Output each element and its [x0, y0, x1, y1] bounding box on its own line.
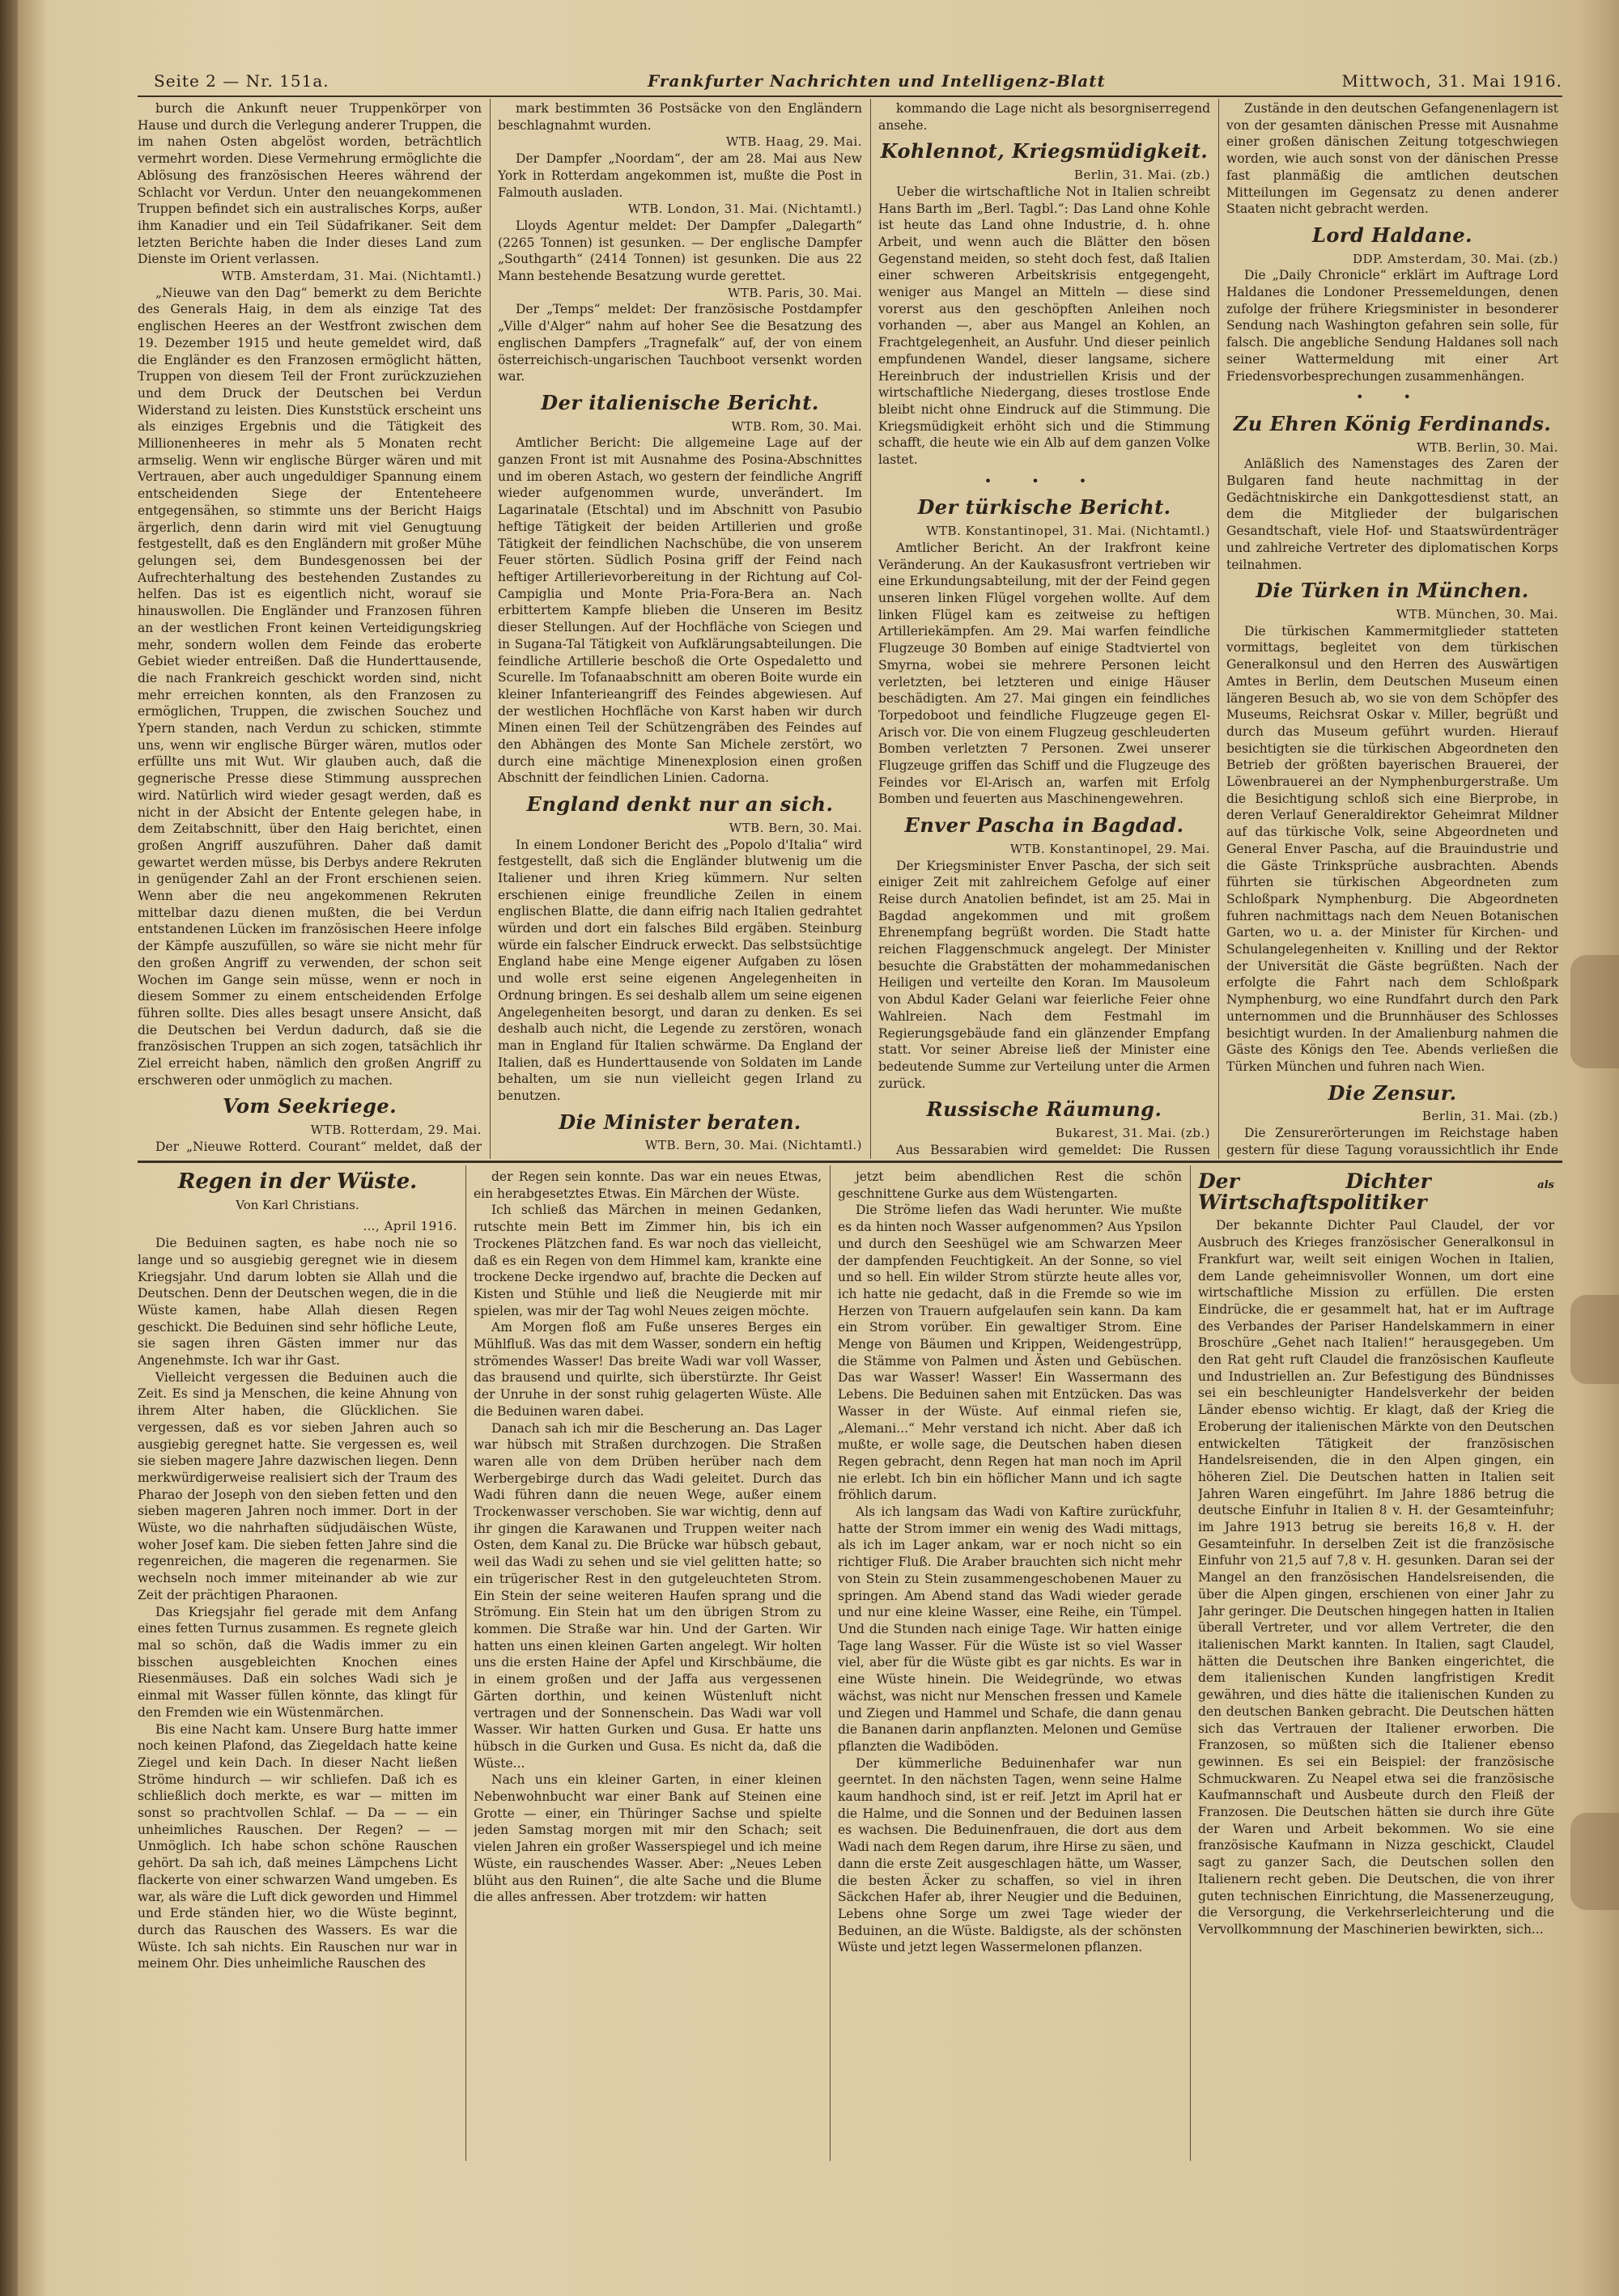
article-text: Amtlicher Bericht. An der Irakfront keine Veränderung. An der Kaukasusfront vertrieben wir eine Erkundungsabteilung, mit der der Feind gegen unseren linken Flügel vorgehen wollte. Auf dem linken Flügel kam es zeitweise zu heftigen Artilleriekämpfen. Am 29. Mai warfen feindliche Flugzeuge 30 Bomben auf einige Stadtviertel von Smyrna, wobei sie mehrere Personen leicht verletzten, bei letzteren und einige Häuser beschädigten. Am 27. Mai gingen ein feindliches Torpedoboot und feindliche Flugzeuge gegen El-Arisch vor. Die von einem Flugzeug geschleuderten Bomben verletzten 7 Personen. Zwei unserer Flugzeuge griffen das Schiff und die Flugzeuge des Feindes vor El-Arisch an, warfen mit Erfolg Bomben und feuerten aus Maschinengewehren. — [878, 540, 1210, 807]
feuilleton-rule — [138, 1161, 1562, 1163]
column-divider — [490, 99, 491, 1159]
section-separator: • • • — [984, 473, 1105, 489]
article-text: Lloyds Agentur meldet: Der Dampfer „Dalegarth“ (2265 Tonnen) ist gesunken. — Der englische Dampfer „Southgarth“ (2414 Tonnen) ist gesunken. Die aus 22 Mann bestehende Besatzung wurde gerettet. — [498, 218, 862, 284]
column-divider — [830, 1165, 831, 2161]
book-spine — [0, 0, 18, 2296]
column-divider — [1190, 1165, 1191, 2161]
dateline: WTB. Rotterdam, 29. Mai. — [310, 1123, 482, 1138]
article-text — [498, 1154, 862, 1156]
headline-tuerken: Die Türken in München. — [1256, 579, 1529, 603]
column-divider — [465, 1165, 466, 2161]
article-text: Ich schließ das Märchen in meinen Gedanken, rutschte mein Bett im Zimmer hin, bis ich ein Trockenes Plätzchen fand. Es war noch das vielleicht, daß es ein Regen von dem Himmel kam, krankte eine trockene Decke irgendwo auf, brachte die Decken auf Kisten und Stühle und ließ die Neugierde mit mir spielen, was mir der Tag wohl Neues zeigen möchte. — [474, 1203, 822, 1318]
headline-italien: Der italienische Bericht. — [541, 390, 819, 414]
feuilleton-title-small: als — [1537, 1179, 1554, 1191]
dateline: …, April 1916. — [363, 1219, 457, 1234]
article-text: Am Morgen floß am Fuße unseres Berges ein Mühlfluß. Was das mit dem Wasser, sondern ein heftig strömendes Wasser! Das breite Wadi war voll Wasser, das brausend und quirlte, sich überstürzte. Ihr Geist der Unruhe in der sonst ruhig gelagerten Wüste. Alle die Beduinen waren dabei. — [474, 1320, 822, 1419]
headline-minister: Die Minister beraten. — [559, 1110, 801, 1134]
dateline: WTB. Konstantinopel, 29. Mai. — [1009, 841, 1210, 856]
headline-ferdinand: Zu Ehren König Ferdinands. — [1233, 411, 1552, 435]
dateline: Berlin, 31. Mai. (zb.) — [1421, 1109, 1558, 1124]
feuilleton-column-1 — [138, 1169, 457, 2156]
binding-tear — [1570, 955, 1619, 1068]
article-text: Die Ströme liefen das Wadi herunter. Wie mußte es da hinten noch Wasser aufgenommen? Aus Ypsilon und durch den Seeshügel wie am Schwarzen Meer der dampfenden Feuchtigkeit. An der Sonne, so viel und so hell. Ein wilder Strom stürzte heute alles vor, ich hatte nie gedacht, daß in die Fremde so wie im Herzen von Trauern aufgelaufen sein kann. Da kam ein Strom vorüber. Ein gewaltiger Strom. Eine Menge von Bäumen und Krippen, Weidengestrüpp, die Stämme von Palmen und Ästen und Gebüschen. Das war Wasser! Wasser! Ein Wassermann des Lebens. Die Beduinen sahen mit Entzücken. Das was Wasser in der Wüste. Auf einmal riefen sie, „Alemani...“ Mehr verstand ich nicht. Aber daß ich mußte, er wolle sage, die Deutschen haben diesen Regen gebracht, denn Regen hat man noch im April nie erlebt. Ich bin ein höflicher Mann und ich sagte fröhlich darum. — [838, 1203, 1182, 1503]
article-text: Die Zensurerörterungen im Reichstage haben gestern für diese Tagung voraussichtlich ihr Ende — [1226, 1126, 1558, 1156]
masthead: Frankfurter Nachrichten und Intelligenz-Blatt — [648, 71, 1106, 91]
article-text: Anläßlich des Namenstages des Zaren der Bulgaren fand heute nachmittag in der Gedächtniskirche ein Dankgottesdienst statt, an dem die Mitglieder der bulgarischen Gesandtschaft, viele Hof- und Staatswürdenträger und zahlreiche Vertreter des diplomatischen Korps teilnahmen. — [1226, 456, 1558, 572]
article-text: Nach uns ein kleiner Garten, in einer kleinen Nebenwohnbucht war einer Bank auf Steinen eine Grotte — einer, ein Thüringer Sachse und spielte jeden Samstag morgen mit mir den Schach; seit vielen Jahren ein großer Wasserspiegel und ich meine Wüste, ein rauschendes Wasser. Aber: „Neues Leben blüht aus den Ruinen“, die alte Sache und die Blume die alles anfressen. Aber trotzdem: wir hatten — [474, 1772, 822, 1905]
article-text: Der „Temps“ meldet: Der französische Postdampfer „Ville d'Alger“ nahm auf hoher See die Besatzung des englischen Dampfers „Tragnefalk“ auf, der von einem österreichisch-ungarischen Tauchboot versenkt worden war. — [498, 302, 862, 384]
dateline: WTB. München, 30. Mai. — [1396, 606, 1558, 622]
page-number: Seite 2 — Nr. 151a. — [154, 71, 329, 91]
feuilleton-title — [1198, 1169, 1554, 1214]
article-text: Ueber die wirtschaftliche Not in Italien schreibt Hans Barth im „Berl. Tagbl.“: Das Land ohne Kohle ist heute das Land ohne Industrie, d. h. ohne Arbeit, und wenn auch die Blätter den bösen Gegenstand meiden, so steht doch fest, daß Italien einer schweren Arbeitskrisis entgegengeht, weniger aus Mangel an Mitteln — diese sind vorerst aus den geschöpften Anleihen noch vorhanden —, aber aus Mangel an Kohlen, an Frachtgelegenheit, an Ausfuhr. Und dieser peinlich empfundenen Wandel, dieser langsame, sichere Hereinbruch der industriellen Krisis und der wirtschaftliche Niedergang, dieses trostlose Ende bleibt nicht ohne Eindruck auf die Stimmung. Die Kriegsmüdigkeit erhöht sich und die Stimmung schafft, die heute wie ein Alb auf dem ganzen Volke lastet. — [878, 184, 1210, 468]
header-rule — [138, 95, 1562, 97]
article-text: „Nieuwe van den Dag“ bemerkt zu dem Berichte des Generals Haig, in dem als einzige Tat des englischen Heeres an der Westfront zwischen dem 19. Dezember 1915 und heute gemeldet wird, daß die Engländer es den Franzosen ermöglicht hätten, Truppen von diesem Teil der Front zurückzuziehen und dem Druck der Deutschen bei Verdun Widerstand zu leisten. Dies Kunststück erscheint uns als einziges Ergebnis und die Tätigkeit des Millionenheeres in mehr als 5 Monaten recht armselig. Wenn wir englische Bürger wären und mit Vertrauen, aber auch ungeduldiger Spannung einem entscheidenden Siege der Ententeheere entgegensähen, so stimmte uns der Bericht Haigs ärgerlich, denn darin wird mit viel Genugtuung festgestellt, daß es den Engländern mit großer Mühe gelungen sei, dem Bundesgenossen bei der Aufrechterhaltung des bestehenden Zustandes zu helfen. Das ist es eigentlich nicht, worauf sie hinauswollen. Die Engländer und Franzosen führen an der westlichen Front keinen Verteidigungskrieg mehr, sondern wollen dem Feinde das eroberte Gebiet wieder entreißen. Daß die Hunderttausende, die nach Frankreich geschickt worden sind, nicht mehr erreichen konnten, als den Franzosen zu ermöglichen, Truppen, die zwischen Souchez und Ypern standen, nach Verdun zu schicken, stimmte uns, wenn wir englische Bürger wären, mutlos oder erfüllte uns mit Wut. Wir glauben auch, daß die gegnerische Presse diese Stimmung aussprechen wird. Natürlich wird wieder gesagt werden, daß es nicht in der Absicht der Entente gelegen habe, in dem Zeitabschnitt, über den Haig berichtet, einen großen Angriff auszuführen. Daher daß damit gewartet werden müsse, bis Derbys andere Rekruten in genügender Zahl an der Front erschienen seien. Wenn aber die neu angekommenen Rekruten mittelbar dazu dienen mußten, die bei Verdun entstandenen Lücken im französischen Heere infolge der Kämpfe auszufüllen, so wäre sie nicht mehr für den großen Angriff zu verwenden, der schon seit Wochen im Gange sein müsse, wenn er noch in diesem Sommer zu einem entscheidenden Erfolge führen sollte. Dies alles besagt unsere Ansicht, daß die Deutschen bei Verdun dadurch, daß sie die französischen Truppen an sich zogen, tatsächlich ihr Ziel erreicht haben, nämlich den großen Angriff zu erschweren oder unmöglich zu machen. — [138, 285, 482, 1088]
headline-tuerkei: Der türkische Bericht. — [917, 495, 1171, 520]
column-1 — [138, 100, 482, 1156]
dateline: WTB. Rom, 30. Mai. — [731, 418, 862, 434]
feuilleton-title-part: Der Dichter — [1198, 1169, 1431, 1193]
article-text: Die Beduinen sagten, es habe noch nie so lange und so ausgiebig geregnet wie in diesem Kriegsjahr. Und darum lobten sie Allah und die Deutschen. Denn der Deutschen wegen, die in die Wüste kamen, habe Allah diesen Regen geschickt. Die Beduinen sind sehr höfliche Leute, sie sagen ihren Gästen immer nur das Angenehmste. Ich war ihr Gast. — [138, 1236, 457, 1369]
section-separator: • • — [1356, 389, 1429, 405]
dateline: WTB. Konstantinopel, 31. Mai. (Nichtamtl.) — [926, 524, 1210, 539]
article-text: Der Dampfer „Noordam“, der am 28. Mai aus New York in Rotterdam angekommen ist, mußte die Post in Falmouth ausladen. — [498, 151, 862, 200]
article-text: kommando die Lage nicht als besorgniserregend ansehe. — [878, 101, 1210, 133]
column-divider — [1218, 99, 1219, 1159]
headline-russ: Russische Räumung. — [926, 1097, 1162, 1122]
article-text: Aus Bessarabien wird gemeldet: Die Russen — [896, 1142, 1210, 1156]
issue-date: Mittwoch, 31. Mai 1916. — [1341, 71, 1562, 91]
article-text: Als ich langsam das Wadi von Kaftire zurückfuhr, hatte der Strom immer ein wenig des Wadi mittags, als ich im Lager ankam, war er noch nicht so ein richtiger Fluß. Die Araber brauchten sich nicht mehr von Stein zu Stein zusammengeschobenen Mauer zu springen. Am Abend stand das Wadi wieder gerade und nur eine kleine Wasser, eine Reihe, ein Tümpel. Und die Stunden nach einige Tage. Wir hatten einige Tage lang Wasser. Für die Wüste ist so viel Wasser viel, aber für die Wüste gibt es gar nichts. Es war in eine Wüste hinein. Die Weidegründe, wo etwas wächst, was nicht nur Menschen fressen und Kamele und Ziegen und Hammel und Schafe, die dann genau die Bananen darin anpflanzten. Melonen und Gemüse pflanzten die Wadiböden. — [838, 1504, 1182, 1754]
feuilleton-author: Von Karl Christians. — [236, 1197, 359, 1212]
dateline: Berlin, 31. Mai. (zb.) — [1073, 168, 1210, 183]
feuilleton-column-3 — [838, 1169, 1182, 2156]
headline-haldane: Lord Haldane. — [1312, 223, 1472, 247]
article-text: Amtlicher Bericht: Die allgemeine Lage auf der ganzen Front ist mit Ausnahme des Posina-Abschnittes und im oberen Astach, wo gestern der feindliche Angriff wieder aufgenommen wurde, unverändert. Im Lagarinatale (Etschtal) und im Abschnitt von Pasubio heftige Tätigkeit der beiden Artillerien und große Tätigkeit der feindlichen Nachschübe, die von unserem Feuer störten. Südlich Posina griff der Feind nach heftiger Artillerievorbereitung in der Richtung auf Col-Campiglia und Monte Pria-Fora-Bera an. Nach erbittertem Kampfe blieben die Unseren im Besitz dieser Stellungen. Auf der Hochfläche von Sciegen und in Sugana-Tal Tätigkeit von Aufklärungsabteilungen. Die feindliche Artillerie beschoß die Orte Ospedaletto und Scurelle. Im Tofanaabschnitt am oberen Boite wurde ein kleiner Infanterieangriff des Feindes abgewiesen. Auf der westlichen Hochfläche von Karst haben wir durch Minen einen Teil der Schützengräben des Feindes auf den Abhängen des Monte San Michele zerstört, wo durch eine mächtige Minenexplosion einen großen Abschnitt der feindlichen Linien. Cadorna. — [498, 435, 862, 786]
page-header — [154, 71, 1562, 95]
dateline: WTB. London, 31. Mai. (Nichtamtl.) — [627, 202, 862, 217]
dateline: WTB. Bern, 30. Mai. — [729, 820, 862, 835]
article-text: Danach sah ich mir die Bescherung an. Das Lager war hübsch mit Straßen durchzogen. Die Straßen waren alle von dem Drüben herüber nach dem Werbergebirge durch das Wadi geleitet. Durch das Wadi führen dann die neuen Wege, außer einem Trockenwasser verschoben. Sie war wichtig, denn auf ihr gingen die Karawanen und Truppen weiter nach Osten, dem Kanal zu. Die Brücke war hübsch gebaut, weil das Wadi zu sehen und sie viel gelitten hatte; so ein trügerischer Rest in den gutgeleuchteten Strom. Ein Stein der seine weiteren Haufen sprang und die Strömung. Ein Stein hat um den übrigen Strom zu kommen. Die Straße war hin. Und der Garten. Wir hatten uns einen kleinen Garten angelegt. Wir holten uns die ersten Haine der Apfel und Kirschbäume, die in einem großen und der Jaffa aus vergessenen Gärten dorthin, und keinen Wüstenluft nicht vertragen und der Sonnenschein. Das Wadi war voll Wasser. Wir hatten Gurken und Gusa. Er hatte uns hübsch in die Gurken und Gusa. Es nicht da, daß die Wüste... — [474, 1420, 822, 1771]
article-text: Die „Daily Chronicle“ erklärt im Auftrage Lord Haldanes die Londoner Pressemeldungen, denen zufolge der frühere Kriegsminister in besonderer Sendung nach Washington gefahren sein solle, für falsch. Die angebliche Sendung Haldanes soll nach seiner Wattermeldung mit einer Art Friedensvorbesprechungen zusammenhängen. — [1226, 268, 1558, 384]
article-text: burch die Ankunft neuer Truppenkörper von Hause und durch die Verlegung anderer Truppen, die im nahen Osten abgelöst worden, beträchtlich vermehrt worden. Diese Vermehrung ermöglichte die Ablösung des französischen Heeres während der Schlacht vor Verdun. Unter den neuangekommenen Truppen befindet sich ein australisches Korps, außer ihm Kanadier und ein Teil Südafrikaner. Seit dem letzten Berichte haben die Inder dieses Land zum Dienste im Orient verlassen. — [138, 101, 482, 267]
dateline: WTB. Haag, 29. Mai. — [725, 134, 862, 150]
article-text: Das Kriegsjahr fiel gerade mit dem Anfang eines fetten Turnus zusammen. Es regnete gleich mal so schön, daß die Wadis immer zu ein bisschen ausgebleichten Knochen eines Riesenmäuses. Daß ein solches Wadi sich je einmal mit Wasser füllen könnte, das klingt für den Fremden wie ein Wüstenmärchen. — [138, 1604, 457, 1720]
article-text: In einem Londoner Bericht des „Popolo d'Italia“ wird festgestellt, daß sich die Engländer blutwenig um die Italiener und ihren Krieg kümmern. Nur selten erschienen einige freundliche Zeilen in einem englischen Blatte, die dann eifrig nach Italien gedrahtet würden und dort ein falsches Bild ergäben. Steinburg würde ein falscher Eindruck erweckt. Das selbstsüchtige England habe eine Menge eigener Aufgaben zu lösen und wolle erst seine eigenen Angelegenheiten in Ordnung bringen. Es sei deshalb allem um seine eigenen Angelegenheiten besorgt, und daran zu denken. Es sei deshalb auch nicht, die Legende zu zerstören, wonach man in England für Italien schwärme. Da England der Italien, daß es Hunderttausende von Soldaten im Lande behalten, um sie nun vielleicht gegen Irland zu benutzen. — [498, 837, 862, 1104]
feuilleton-title: Regen in der Wüste. — [177, 1169, 418, 1194]
dateline: WTB. Berlin, 30. Mai. — [1417, 439, 1558, 455]
binding-tear — [1570, 1295, 1619, 1384]
article-text: Die türkischen Kammermitglieder statteten vormittags, begleitet von dem türkischen Generalkonsul und den Herren des Auswärtigen Amtes in Berlin, dem Deutschen Museum einen längeren Besuch ab, wo sie von dem Schöpfer des Museums, Reichsrat Oskar v. Miller, begrüßt und durch das Museum geführt wurden. Hierauf besichtigten sie die türkischen Abgeordneten den Betrieb der größten bayerischen Brauerei, der Löwenbrauerei an der Nymphenburgerstraße. Um die Besichtigung schloß sich eine Bierprobe, in deren Verlauf Generaldirektor Geheimrat Mildner auf das türkische Volk, seine Abgeordneten und General Enver Pascha, auf die Brauindustrie und die Gäste Trinksprüche ausbrachten. Abends führten sie türkischen Abgeordneten zum Schloßpark Nymphenburg. Die Abgeordneten fuhren nachmittags nach dem Neuen Botanischen Garten, wo u. a. der Minister für Kirchen- und Schulangelegenheiten v. Knilling und der Rektor der Universität die Gäste begrüßten. Nach der erfolgte die Fahrt nach dem Schloßpark Nymphenburg, wo eine Rundfahrt durch den Park unternommen und die Brunnhäuser des Schlosses besichtigt wurden. In der Amalienburg nahmen die Gäste des Königs den Tee. Abends verließen die Türken München und fuhren nach Wien. — [1226, 623, 1558, 1074]
article-text: jetzt beim abendlichen Rest die schön geschnittene Gurke aus dem Wüstengarten. — [838, 1169, 1182, 1201]
headline-enver: Enver Pascha in Bagdad. — [904, 813, 1184, 838]
dateline: WTB. Bern, 30. Mai. (Nichtamtl.) — [645, 1138, 862, 1153]
article-text: Der kümmerliche Beduinenhafer war nun geerntet. In den nächsten Tagen, wenn seine Halme kaum handhoch sind, ist er reif. Jetzt im April hat er die Halme, und die Sonnen und der Beduinen lassen es wachsen. Die Beduinenfrauen, die dort aus dem Wadi nach dem Regen darum, ihre Hirse zu säen, und dann die erste Zeit ausgeschlagen hätte, um Wasser, die besten Äcker zu schaffen, so viel in ihren Säckchen Hafer ab, ihrer Neugier und die Beduinen, Lebens ohne Sorge um zwei Tage wieder der Beduinen, an die Wüste. Baldigste, als der schönsten Wüste und jetzt legen Wassermelonen pflanzen. — [838, 1755, 1182, 1955]
headline-england: England denkt nur an sich. — [526, 792, 834, 817]
article-text: Der bekannte Dichter Paul Claudel, der vor Ausbruch des Krieges französischer Generalkonsul in Frankfurt war, weilt seit einigen Wochen in Italien, dem Lande geheimnisvoller Wonnen, um dort eine wirtschaftliche Mission zu erfüllen. Die ersten Eindrücke, die er gesammelt hat, hat er im Auftrage des Verbandes der Pariser Handelskammern in einer Broschüre „Gehet nach Italien!“ herausgegeben. Um den Rat geht ruft Claudel die französischen Kaufleute und Industriellen an. Zur Befestigung des Bündnisses sei ein beschleunigter Handelsverkehr der beiden Länder ebenso wichtig. Er klagt, daß der Krieg die Eroberung der italienischen Märkte von den Deutschen entwickelten Tätigkeit der französischen Handelsreisenden, die in den Alpen gingen, ein höheren Ziel. Die Deutschen hatten in Italien seit Jahren Waren eingeführt. Im Jahre 1886 betrug die deutsche Einfuhr in Italien 8 v. H. der Gesamteinfuhr; im Jahre 1913 betrug sie bereits 16,8 v. H. der Gesamteinfuhr. In derselben Zeit ist die französische Einfuhr von 21,5 auf 7,8 v. H. gesunken. Daran sei der Mangel an den französischen Handelsreisenden, die über die Alpen gingen, erschienen von einer Jahr zu Jahr geringer. Die Deutschen hingegen hatten in Italien überall Vertreter, und vor allem Vertreter, die den italienischen Markt kannten. In Italien, sagt Claudel, hätten die Deutschen ihre Banken eingerichtet, die dem italienischen Kunden langfristigen Kredit gewähren, und dies hätte die italienischen Kunden zu den deutschen Banken gebracht. Die Deutschen hätten sich das Vertrauen der Italiener erworben. Die Franzosen, so müßten sich die Italiener ebenso gewinnen. Es sei ein Beispiel: der französische Schmuckwaren. Zu Neapel etwa sei die französische Kaufmannschaft und Ausbeute durch den Fleiß der Franzosen. Die Deutschen hätten sie durch ihre Güte der Waren und Arbeit bekommen. Wo sie eine französische Kaufmann in Nizza geschickt, Claudel sagt zu ganzer Sach, die Deutschen sollen den Italienern recht geben. Die Deutschen, die von ihrer guten technischen Einrichtung, die Massenerzeugung, die Versorgung, die Verkehrserleichterung und die Vervollkommnung der Maschinerien bewirkten, sich... — [1198, 1218, 1554, 1937]
article-text: Der „Nieuwe Rotterd. Courant“ meldet, daß der — [155, 1139, 482, 1154]
dateline: WTB. Paris, 30. Mai. — [727, 285, 862, 300]
article-text: der Regen sein konnte. Das war ein neues Etwas, ein herabgesetztes Etwas. Ein Märchen der Wüste. — [474, 1169, 822, 1201]
headline-zensur: Die Zensur. — [1328, 1080, 1457, 1105]
headline-seekriege: Vom Seekriege. — [222, 1094, 397, 1118]
feuilleton-column-4 — [1198, 1169, 1554, 2156]
article-text: Zustände in den deutschen Gefangenenlagern ist von der gesamten dänischen Presse mit Ausnahme einer großen dänischen Zeitung totgeschwiegen worden, wie auch sonst von der dänischen Presse fast planmäßig die amtlichen deutschen Mitteilungen im Gegensatz zu denen anderer Staaten nicht gebracht werden. — [1226, 101, 1558, 217]
article-text: Bis eine Nacht kam. Unsere Burg hatte immer noch keinen Plafond, das Ziegeldach hatte keine Ziegel und kein Dach. In dieser Nacht ließen Ströme hindurch — wir schliefen. Daß ich es schließlich doch merkte, es war — mitten im sonst so prachtvollen Schlaf. — Da — — ein unheimliches Rauschen. Der Regen? — — Unmöglich. Ich habe schon schöne Rauschen gehört. Da sah ich, daß meines Lämpchens Licht flackerte von einer schwarzen Wand umgeben. Es war, als wäre die Luft dick geworden und Himmel und Erde ständen hier, wo die Wüste beginnt, durch das Rauschen des Wassers. Es war die Wüste. Ich sah nichts. Ein Rauschen nur war in meinem Ohr. Dies unheimliche Rauschen des — [138, 1721, 457, 1971]
dateline: DDP. Amsterdam, 30. Mai. (zb.) — [1352, 251, 1558, 266]
column-3 — [878, 100, 1210, 1156]
article-text: Vielleicht vergessen die Beduinen auch die Zeit. Es sind ja Menschen, die keine Ahnung von ihrem Alter haben, die Glücklichen. Sie vergessen, daß es vor sieben Jahren auch so ausgiebig geregnet hatte. Sie vergessen es, weil sie sieben magere Jahre dazwischen liegen. Denn merkwürdigerweise realisiert sich der Traum des Pharao der Joseph von den sieben fetten und den sieben mageren Jahren noch immer. Dort in der Wüste, wo die nahrhaften südjudäischen Wüste, woher Josef kam. Die sieben fetten Jahre sind die regenreichen, die mageren die regenarmen. Sie wechseln noch immer miteinander ab wie zur Zeit der prächtigen Pharaonen. — [138, 1369, 457, 1602]
headline-kohlennot: Kohlennot, Kriegsmüdigkeit. — [880, 139, 1209, 163]
feuilleton-title-part: Wirtschaftspolitiker — [1198, 1190, 1427, 1214]
binding-tear — [1570, 1813, 1619, 1910]
dateline: WTB. Amsterdam, 31. Mai. (Nichtamtl.) — [221, 269, 482, 284]
feuilleton-column-2 — [474, 1169, 822, 2156]
column-4 — [1226, 100, 1558, 1156]
article-text: Der Kriegsminister Enver Pascha, der sich seit einiger Zeit mit zahlreichem Gefolge auf einer Reise durch Anatolien befindet, ist am 25. Mai in Bagdad angekommen und mit großem Ehrenempfang begrüßt worden. Die Stadt hatte reichen Flaggenschmuck angelegt. Der Minister besuchte die Grabstätten der mohammedanischen Heiligen und verteilte den Koran. Im Mausoleum von Abdul Kader Gelani war feierliche Feier ohne Wahlreien. Nach dem Festmahl im Regierungsgebäude fand ein glänzender Empfang statt. Vor seiner Abreise ließ der Minister eine bedeutende Summe zur Verteilung unter die Armen zurück. — [878, 858, 1210, 1091]
column-2 — [498, 100, 862, 1156]
dateline: Bukarest, 31. Mai. (zb.) — [1055, 1126, 1210, 1141]
column-divider — [870, 99, 871, 1159]
article-text: mark bestimmten 36 Postsäcke von den Engländern beschlagnahmt wurden. — [498, 101, 862, 133]
